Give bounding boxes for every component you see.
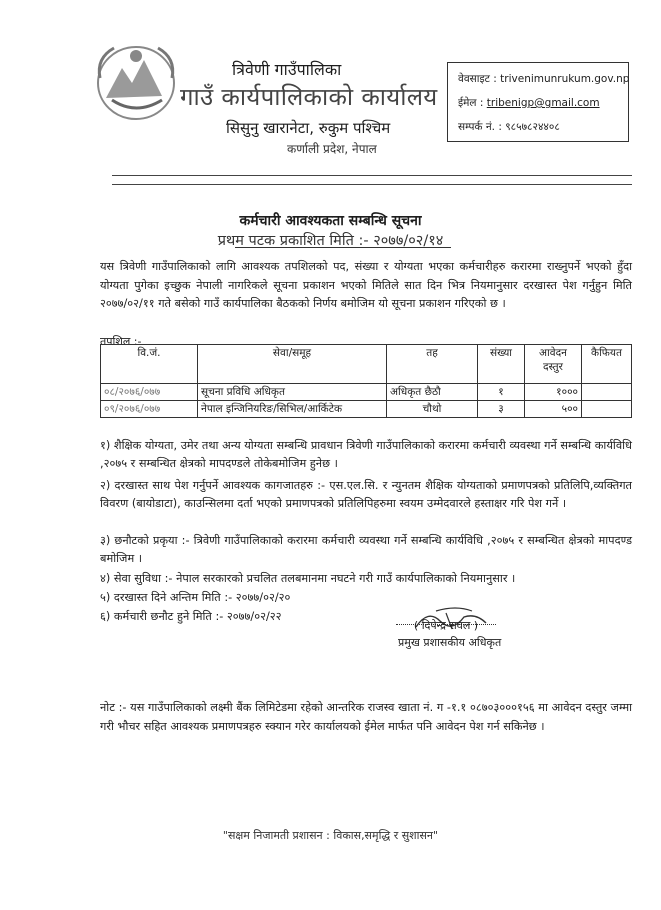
email-label: ईमेल :	[458, 97, 484, 109]
contact-box	[447, 62, 629, 142]
phone-line	[458, 120, 560, 134]
notice-title: कर्मचारी आवश्यकता सम्बन्धि सूचना	[239, 213, 422, 229]
phone-label: सम्पर्क नं. :	[458, 121, 502, 133]
signatory-title: प्रमुख प्रशासकीय अधिकृत	[398, 636, 502, 649]
table-row	[101, 401, 632, 418]
cell-count: ३	[478, 401, 525, 418]
header-rule-top	[112, 175, 632, 176]
condition-6: ६) कर्मचारी छनौट हुने मिति :- २०७७/०२/२२	[100, 610, 282, 623]
cell-level: चौथो	[387, 401, 478, 418]
col-header-service: सेवा/समूह	[198, 345, 387, 384]
email-value: tribenigp@gmail.com	[486, 97, 600, 109]
publish-date: प्रथम पटक प्रकाशित मिति :- २०७७/०२/१४	[217, 233, 444, 249]
cell-remark	[582, 384, 632, 401]
phone-value: ९८५७८२४४०८	[505, 121, 560, 133]
details-label: तपशिल :-	[100, 335, 142, 348]
vacancy-table	[100, 344, 632, 418]
col-header-level: तह	[387, 345, 478, 384]
office-province: कर्णाली प्रदेश, नेपाल	[287, 142, 377, 156]
condition-5: ५) दरखास्त दिने अन्तिम मिति :- २०७७/०२/२०	[100, 591, 291, 604]
cell-service: सूचना प्रविधि अधिकृत	[198, 384, 387, 401]
col-header-fee: आवेदन दस्तुर	[525, 345, 582, 384]
email-line	[458, 96, 600, 110]
office-address: सिसुनु खारानेटा, रुकुम पश्चिम	[226, 119, 391, 137]
website-value: trivenimunrukum.gov.np	[500, 73, 630, 85]
website-line	[458, 72, 629, 86]
cell-ref: ०८/२०७६/०७७	[101, 384, 198, 401]
org-name: त्रिवेणी गाउँपालिका	[232, 60, 342, 79]
condition-1: १) शैक्षिक योग्यता, उमेर तथा अन्य योग्यता सम्बन्धि प्रावधान त्रिवेणी गाउँपालिकाको करारमा कर्मचारी व्यवस्था गर्ने सम्बन्धि कार्यविधि ,२०७५ र सम्बन्धित क्षेत्रको मापदण्डले तोकेबमोजिम हुनेछ ।	[100, 439, 632, 470]
condition-2: २) दरखास्त साथ पेश गर्नुपर्ने आवश्यक कागजातहरु :- एस.एल.सि. र न्युनतम शैक्षिक योग्यताको प्रमाणपत्रको प्रतिलिपि,व्यक्तिगत विवरण (बायोडाटा), काउन्सिलमा दर्ता भएको प्रमाणपत्रको प्रतिलिपिहरुमा स्वयम उम्मेदवारले हस्ताक्षर गरि पेश गर्ने ।	[100, 479, 632, 510]
publish-date-underline	[235, 247, 451, 248]
header-rule-bottom	[112, 184, 632, 185]
signatory-name: ( दिपेन्द्र रावल )	[413, 619, 479, 632]
table-header-row	[101, 345, 632, 384]
cell-fee: ५००	[525, 401, 582, 418]
table-row	[101, 384, 632, 401]
condition-3: ३) छनौटको प्रकृया :- त्रिवेणी गाउँपालिकाको करारमा कर्मचारी व्यवस्था गर्ने सम्बन्धि कार्यविधि ,२०७५ र सम्बन्धित क्षेत्रको मापदण्ड बमोजिम ।	[100, 534, 632, 565]
nepal-emblem-icon	[92, 38, 182, 123]
intro-paragraph: यस त्रिवेणी गाउँपालिकाको लागि आवश्यक तपशिलको पद, संख्या र योग्यता भएका कर्मचारीहरु करारमा राख्नुपर्ने भएको हुँदा योग्यता पुगेका इच्छुक नेपाली नागरिकले सूचना प्रकाशन भएको मितिले सात दिन भित्र नियमानुसार दरखास्त पेश गर्नुहुन मिति २०७७/०२/११ गते बसेको गाउँ कार्यपालिका बैठकको निर्णय बमोजिम यो सूचना प्रकाशन गरिएको छ ।	[100, 260, 632, 310]
col-header-remark: कैफियत	[582, 345, 632, 384]
slogan: "सक्षम निजामती प्रशासन : विकास,समृद्धि र सुशासन"	[222, 829, 439, 842]
cell-service: नेपाल इन्जिनियरिङ/सिभिल/आर्किटेक	[198, 401, 387, 418]
cell-count: १	[478, 384, 525, 401]
cell-level: अधिकृत छैठौ	[387, 384, 478, 401]
office-title: गाउँ कार्यपालिकाको कार्यालय	[180, 83, 438, 111]
col-header-count: संख्या	[478, 345, 525, 384]
cell-ref: ०९/२०७६/०७७	[101, 401, 198, 418]
condition-4: ४) सेवा सुविधा :- नेपाल सरकारको प्रचलित तलबमानमा नघटने गरी गाउँ कार्यपालिकाको नियमानुसार ।	[100, 572, 516, 585]
col-header-ref: वि.जं.	[101, 345, 198, 384]
cell-remark	[582, 401, 632, 418]
cell-fee: १०००	[525, 384, 582, 401]
website-label: वेवसाइट :	[458, 73, 497, 85]
note-paragraph: नोट :- यस गाउँपालिकाको लक्ष्मी बैंक लिमिटेडमा रहेको आन्तरिक राजस्व खाता नं. ग -१.१ ०८७०३०००१५६ मा आवेदन दस्तुर जम्मा गरी भौचर सहित आवश्यक प्रमाणपत्रहरु स्क्यान गरेर कार्यालयको ईमेल मार्फत पनि आवेदन पेश गर्न सकिनेछ ।	[100, 701, 632, 733]
